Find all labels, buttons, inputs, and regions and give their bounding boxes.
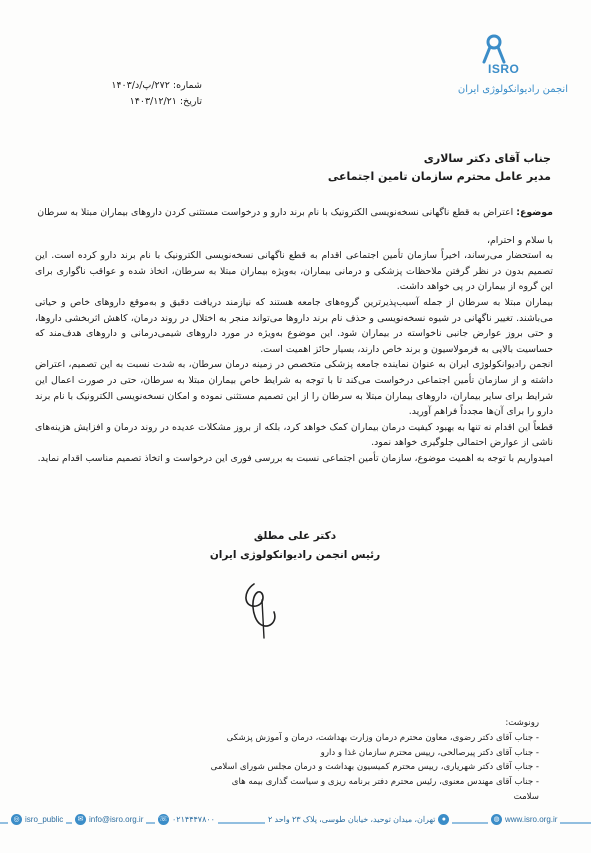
isro-logo bbox=[448, 34, 568, 100]
instagram-handle: isro_public bbox=[25, 815, 64, 824]
addressee-name: جناب آقای دکتر سالاری bbox=[423, 152, 551, 165]
ribbon-logo-icon bbox=[476, 34, 512, 64]
email-address: info@isro.org.ir bbox=[89, 815, 144, 824]
website-url: www.isro.org.ir bbox=[505, 815, 558, 824]
reference-block bbox=[32, 78, 202, 110]
paragraph-5: امیدواریم با توجه به اهمیت موضوع، سازمان تأمین اجتماعی نسبت به بررسی فوری این درخواست و اتخاذ تصمیم مناسب اقدام نماید. bbox=[37, 452, 553, 464]
mail-icon: ✉ bbox=[75, 814, 86, 825]
globe-icon: ◍ bbox=[491, 814, 502, 825]
letter-body bbox=[35, 205, 553, 467]
cc-list bbox=[209, 716, 539, 805]
cc-item: - جناب آقای دکتر پیرصالحی، رییس محترم سازمان غذا و دارو bbox=[320, 747, 539, 758]
addressee-title: مدیر عامل محترم سازمان تامین اجتماعی bbox=[327, 170, 551, 183]
footer-phone bbox=[155, 814, 218, 825]
phone-icon: ☏ bbox=[159, 816, 168, 823]
logo-acronym: ISRO bbox=[488, 62, 520, 76]
letterhead-footer bbox=[0, 814, 591, 836]
paragraph-4: قطعاً این اقدام نه تنها به بهبود کیفیت درمان بیماران کمک خواهد کرد، بلکه از بروز مشکلات عدیده در روند درمان و افزایش هزینه‌های ناشی از عوارض احتمالی جلوگیری خواهد نمود. bbox=[35, 421, 553, 449]
greeting: با سلام و احترام، bbox=[486, 234, 553, 246]
handwritten-signature bbox=[234, 578, 294, 642]
instagram-icon: ◎ bbox=[11, 814, 22, 825]
subject-line bbox=[35, 205, 553, 221]
signer-name: دکتر علی مطلق bbox=[253, 530, 337, 542]
cc-heading: رونوشت: bbox=[505, 718, 539, 728]
footer-address bbox=[265, 814, 452, 825]
cc-item: - جناب آقای دکتر رضوی، معاون محترم درمان وزارت بهداشت، درمان و آموزش پزشکی bbox=[226, 732, 539, 743]
footer-instagram[interactable] bbox=[8, 814, 66, 825]
subject-label: موضوع: bbox=[516, 207, 553, 218]
letter-date: تاریخ: ۱۴۰۳/۱۲/۲۱ bbox=[129, 96, 202, 107]
footer-email[interactable] bbox=[72, 814, 146, 825]
postal-address: تهران، میدان توحید، خیابان طوسی، پلاک ۲۳ واحد ۲ bbox=[268, 815, 436, 824]
cc-item: - جناب آقای مهندس معنوی، رئیس محترم دفتر برنامه ریزی و سیاست گذاری بیمه های سلامت bbox=[231, 777, 539, 802]
location-pin-icon: ● bbox=[438, 814, 449, 825]
subject-text: اعتراض به قطع ناگهانی نسخه‌نویسی الکترونیک با نام برند دارو و درخواست مستثنی کردن داروهای بیماران مبتلا به سرطان bbox=[37, 207, 514, 218]
letter-number: شماره: ۲۷۲/پ/د/۱۴۰۳ bbox=[111, 80, 202, 91]
footer-website[interactable] bbox=[488, 814, 560, 825]
cc-item: - جناب آقای دکتر شهریاری، رییس محترم کمیسیون بهداشت و درمان مجلس شورای اسلامی bbox=[210, 762, 539, 773]
paragraph-2: بیماران مبتلا به سرطان از جمله آسیب‌پذیرترین گروه‌های جامعه هستند که نیازمند دریافت دقیق و به‌موقع داروهای خاص و حیاتی می‌باشند. تغییر ناگهانی در شیوه نسخه‌نویسی و حذف نام برند داروها می‌تواند منجر به اختلال در روند درمان، کاهش اثربخشی داروها، و حتی بروز عوارض جانبی ناخواسته در بیماران شود. این موضوع به‌ویژه در مورد داروهای شیمی‌درمانی و داروهای هدف‌مند که حساسیت بالایی به فرمولاسیون و برند خاص دارند، بسیار حائز اهمیت است. bbox=[35, 296, 553, 355]
phone-number: ۰۲۱۴۴۴۷۸۰۰ bbox=[172, 815, 215, 824]
paragraph-1: به استحضار می‌رساند، اخیراً سازمان تأمین اجتماعی اقدام به قطع ناگهانی نسخه‌نویسی الکترونیک با نام برند دارو کرده است. این تصمیم بدون در نظر گرفتن ملاحظات پزشکی و درمانی بیماران، به‌ویژه بیماران مبتلا به سرطان، اتخاذ شده و عواقب ناگواری برای این گروه از بیماران در پی خواهد داشت. bbox=[35, 250, 553, 293]
logo-name-fa: انجمن رادیوانکولوژی ایران bbox=[457, 84, 568, 95]
signer-title: رئیس انجمن رادیوانکولوژی ایران bbox=[209, 549, 381, 561]
paragraph-3: انجمن رادیوانکولوژی ایران به عنوان نماینده جامعه پزشکی متخصص در زمینه درمان سرطان، به شدت نسبت به این تصمیم، اعتراض داشته و از سازمان تأمین اجتماعی درخواست می‌کند تا با توجه به شرایط خاص بیماران مبتلا به سرطان، حتی در صورت اعمال این شرایط برای سایر بیماران، داروهای بیماران مبتلا به سرطان را از این تصمیم مستثنی نموده و امکان نسخه‌نویسی الکترونیک با نام برند دارو را برای آن‌ها مجدداً فراهم آورید. bbox=[35, 359, 553, 418]
